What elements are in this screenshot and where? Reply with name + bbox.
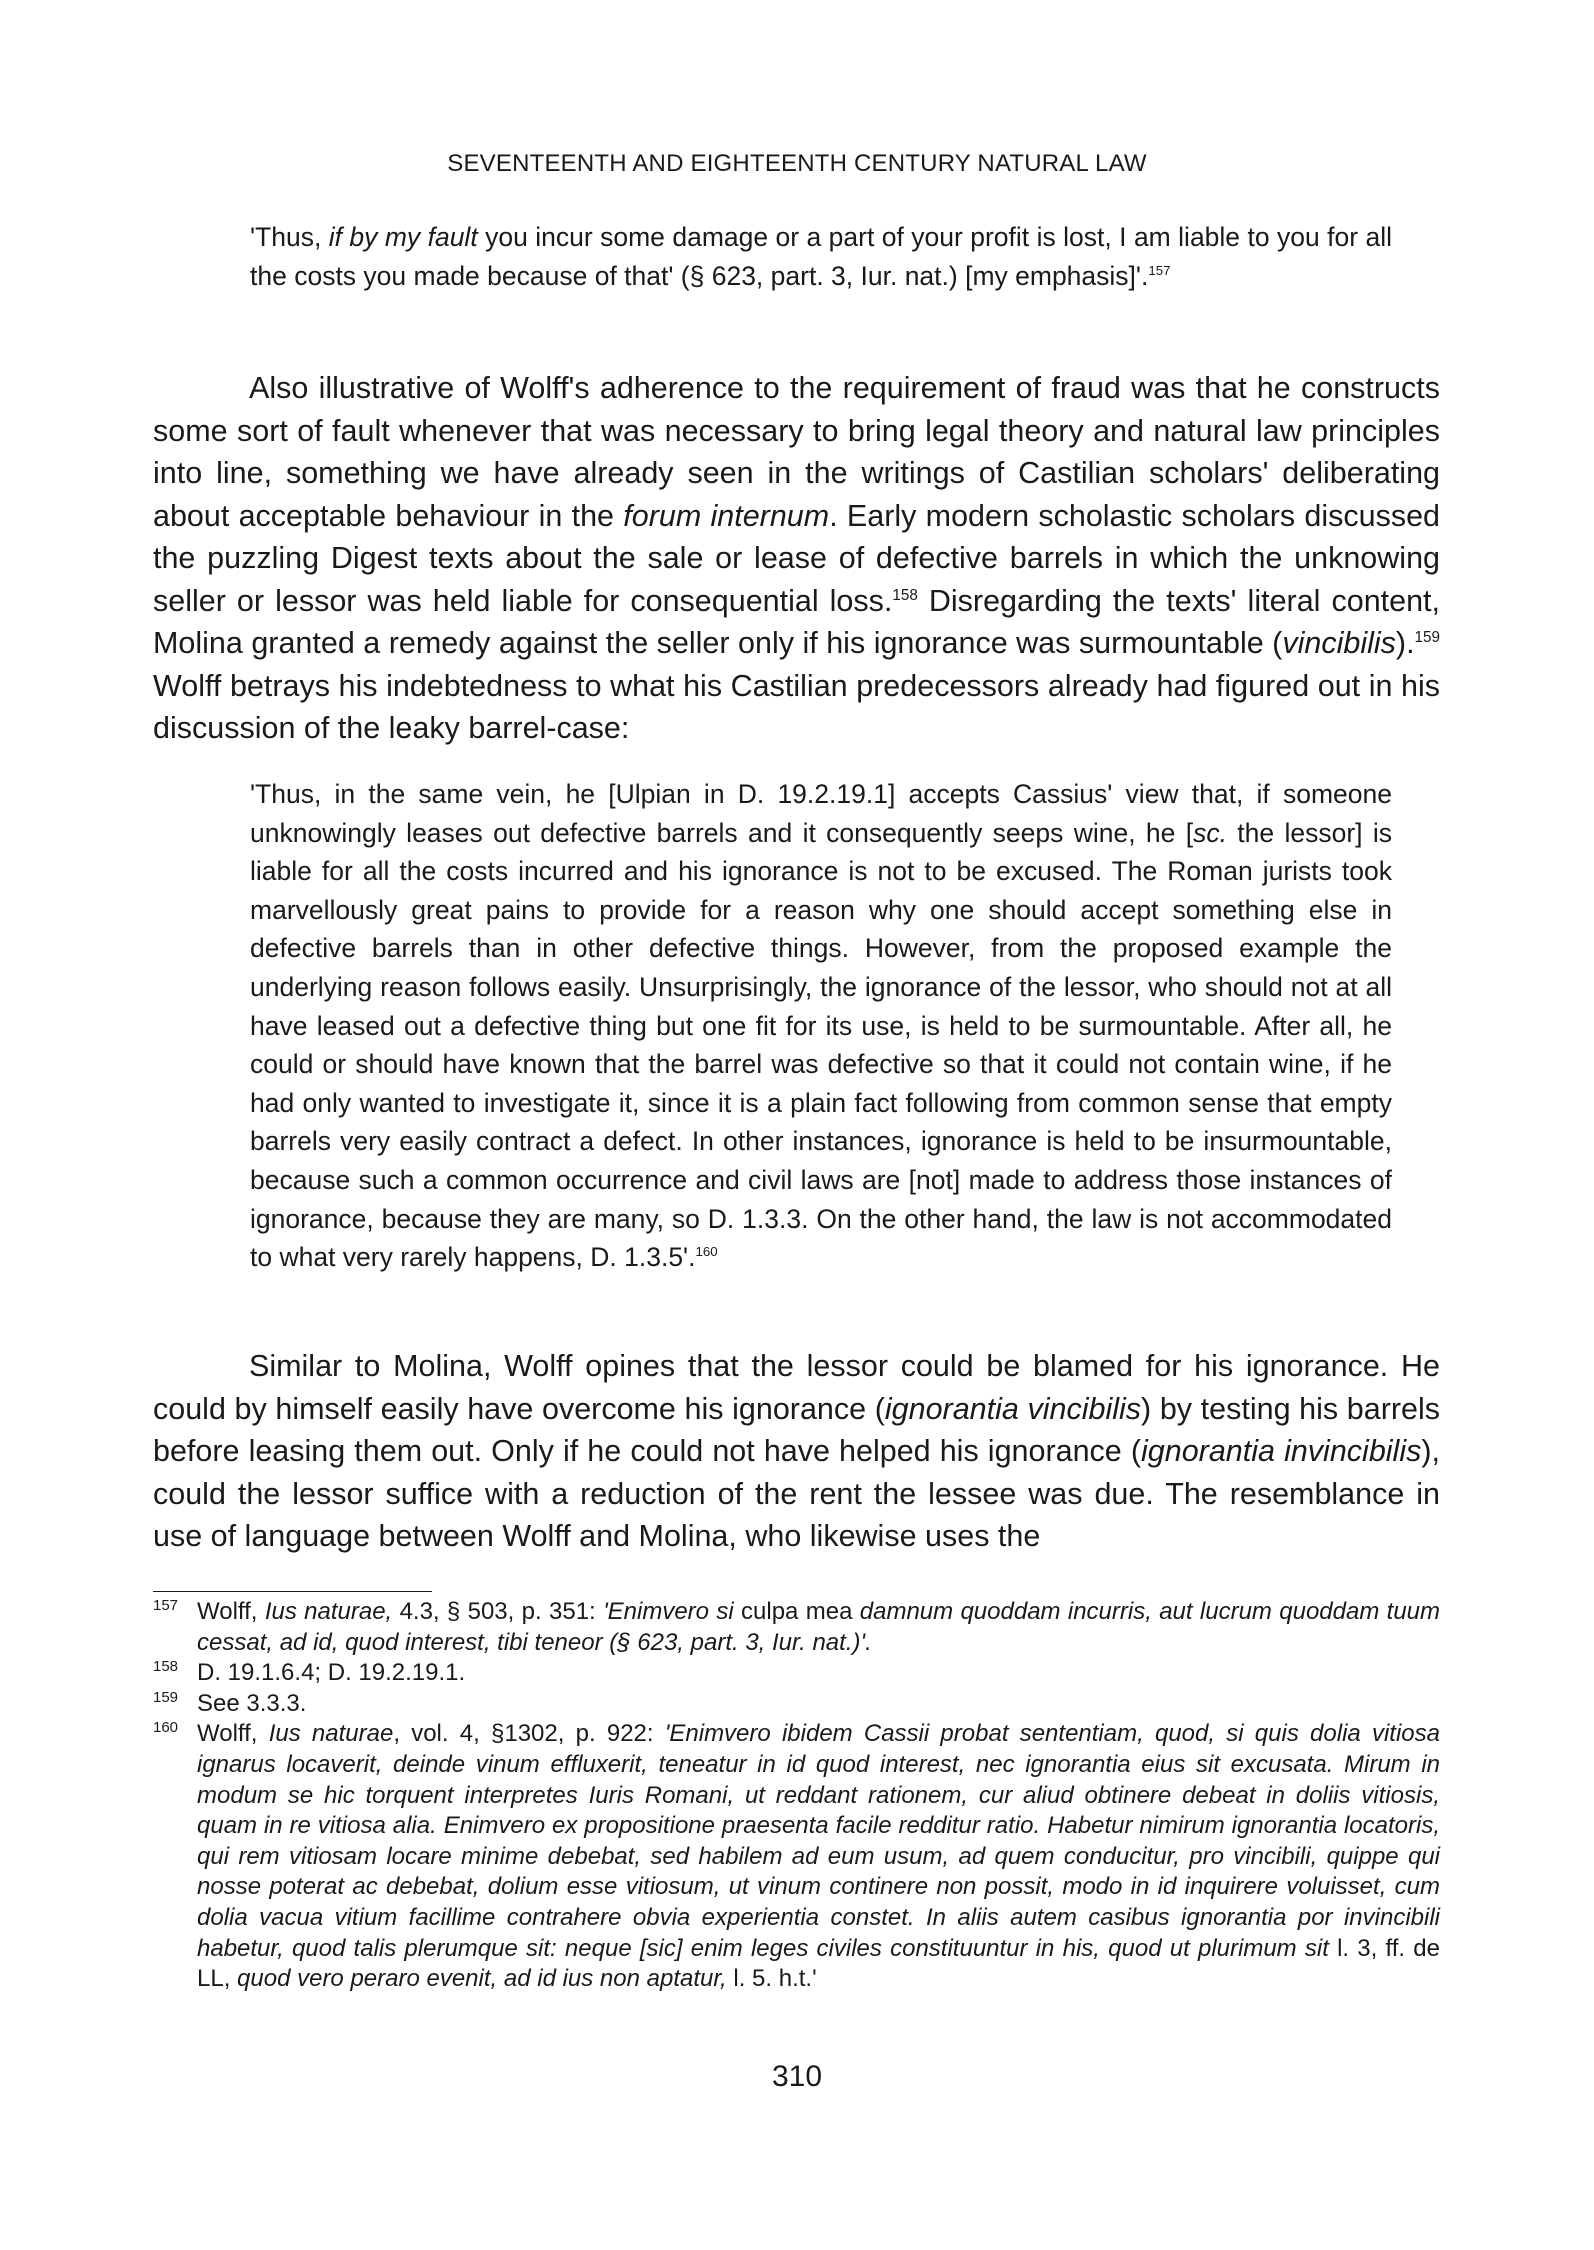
footnote-159: 159 See 3.3.3. bbox=[153, 1689, 1440, 1720]
body-paragraph-1: Also illustrative of Wolff's adherence to the requirement of fraud was that he constructs some sort of fault whenever that was necessary to bring legal theory and natural law principles into line, something we have already seen in the writings of Castilian scholars' deliberating about acceptable behaviour in the forum internum. Early modern scholastic scholars discussed the puzzling Digest texts about the sale or lease of defective barrels in which the unknowing seller or lessor was held liable for consequential loss.$^{158}$ Disregarding the texts' literal content, Molina granted a remedy against the seller only if his ignorance was surmountable (vincibilis).$^{159}$ Wolff betrays his indebtedness to what his Castilian predecessors already had figured out in his discussion of the leaky barrel-case: bbox=[153, 371, 1441, 745]
page-number: 310 bbox=[771, 2060, 823, 2093]
running-header: SEVENTEENTH AND EIGHTEENTH CENTURY NATURAL LAW bbox=[447, 150, 1147, 177]
footnote-number: 159 bbox=[153, 1688, 179, 1706]
block-quote-1: 'Thus, if by my fault you incur some damage or a part of your profit is lost, I am liable to you for all the costs you made because of that' (§ 623, part. 3, Iur. nat.) [my emphasis]'.$^{157}$ bbox=[250, 222, 1392, 291]
footnote-ref-159[interactable]: 159 bbox=[1414, 628, 1440, 646]
footnotes bbox=[153, 1597, 1440, 1995]
footnote-ref-160[interactable]: 160 bbox=[695, 1244, 718, 1260]
block-quote-2: 'Thus, in the same vein, he [Ulpian in D. 19.2.19.1] accepts Cassius' view that, if someone unknowingly leases out defective barrels and it consequently seeps wine, he [sc. the lessor] is liable for all the costs incurred and his ignorance is not to be excused. The Roman jurists took marvellously great pains to provide for a reason why one should accept something else in defective barrels than in other defective things. However, from the proposed example the underlying reason follows easily. Unsurprisingly, the ignorance of the lessor, who should not at all have leased out a defective thing but one fit for its use, is held to be surmountable. After all, he could or should have known that the barrel was defective so that it could not contain wine, if he had only wanted to investigate it, since it is a plain fact following from common sense that empty barrels very easily contract a defect. In other instances, ignorance is held to be insurmountable, because such a common occurrence and civil laws are [not] made to address those instances of ignorance, because they are many, so D. 1.3.3. On the other hand, the law is not accommodated to what very rarely happens, D. 1.3.5'.$^{160}$ bbox=[250, 779, 1392, 1273]
footnote-number: 158 bbox=[153, 1658, 179, 1676]
body-paragraph-2: Similar to Molina, Wolff opines that the lessor could be blamed for his ignorance. He could by himself easily have overcome his ignorance (ignorantia vincibilis) by testing his barrels before leasing them out. Only if he could not have helped his ignorance (ignorantia invincibilis), could the lessor suffice with a reduction of the rent the lessee was due. The resemblance in use of language between Wolff and Molina, who likewise uses the bbox=[153, 1349, 1441, 1553]
emphasis: if by my fault bbox=[328, 222, 478, 252]
footnote-158: 158 D. 19.1.6.4; D. 19.2.19.1. bbox=[153, 1658, 1440, 1689]
footnote-separator bbox=[153, 1591, 432, 1592]
footnote-ref-158[interactable]: 158 bbox=[892, 586, 918, 604]
footnote-157: 157 Wolff, Ius naturae, 4.3, § 503, p. 351: 'Enimvero si culpa mea damnum quoddam incurris, aut lucrum quoddam tuum cessat, ad id, quod interest, tibi teneor (§ 623, part. 3, Iur. nat.)'. bbox=[153, 1597, 1440, 1658]
footnote-ref-157[interactable]: 157 bbox=[1148, 262, 1171, 278]
footnote-number: 157 bbox=[153, 1597, 179, 1614]
footnote-number: 160 bbox=[153, 1719, 179, 1737]
footnote-160: 160 Wolff, Ius naturae, vol. 4, §1302, p. 922: 'Enimvero ibidem Cassii probat sententiam, quod, si quis dolia vitiosa ignarus locaverit, deinde vinum effluxerit, teneatur in id quod interest, nec ignorantia eius sit excusata. Mirum in modum se hic torquent interpretes Iuris Romani, ut reddant rationem, cur aliud obtinere debeat in doliis vitiosis, quam in re vitiosa alia. Enimvero ex propositione praesenta facile redditur ratio. Habetur nimirum ignorantia locatoris, qui rem vitiosam locare minime debebat, sed habilem ad eum usum, ad quem conducitur, pro vincibili, quippe qui nosse poterat ac debebat, dolium esse vitiosum, ut vinum continere non possit, modo in id inquirere voluisset, cum dolia vacua vitium facillime contrahere obvia experientia constet. In aliis autem casibus ignorantia por invincibili habetur, quod talis plerumque sit: neque [sic] enim leges civiles constituuntur in his, quod ut plurimum sit l. 3, ff. de LL, quod vero peraro evenit, ad id ius non aptatur, l. 5. h.t.' bbox=[153, 1719, 1440, 1994]
